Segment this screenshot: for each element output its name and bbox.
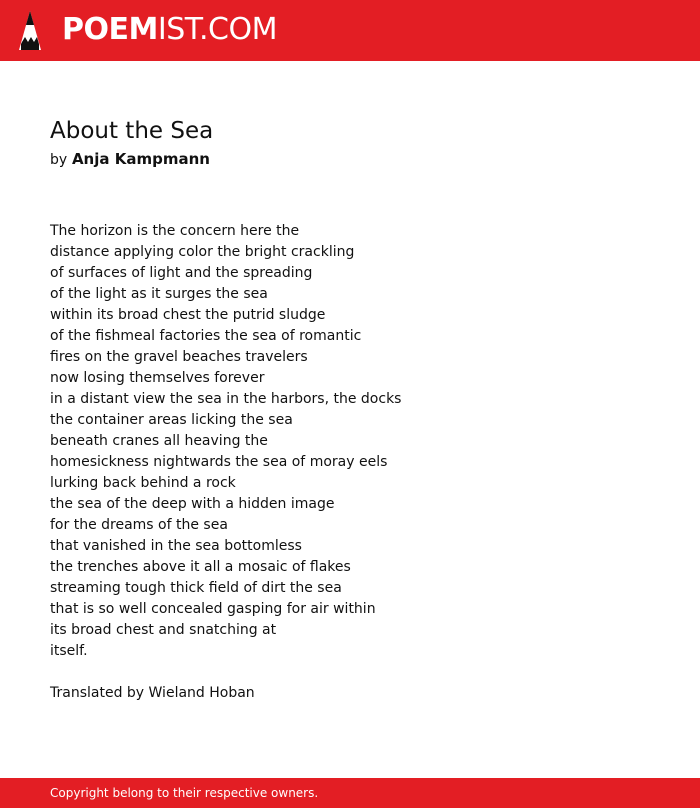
poem-line: the trenches above it all a mosaic of flakes (50, 559, 351, 575)
pencil-logo-icon[interactable] (18, 10, 42, 52)
logo-text-bold: POEM (62, 12, 158, 47)
poem-line: the sea of the deep with a hidden image (50, 496, 335, 512)
poem-content (50, 116, 650, 704)
poem-line: itself. (50, 643, 88, 659)
poem-line: in a distant view the sea in the harbors, the docks (50, 391, 402, 407)
poem-body (50, 221, 650, 662)
poem-line: of surfaces of light and the spreading (50, 265, 313, 281)
poem-line: homesickness nightwards the sea of moray eels (50, 454, 388, 470)
poem-line: for the dreams of the sea (50, 517, 228, 533)
poem-line: the container areas licking the sea (50, 412, 293, 428)
poem-line: beneath cranes all heaving the (50, 433, 268, 449)
poem-line: that is so well concealed gasping for air within (50, 601, 376, 617)
poem-author: Anja Kampmann (71, 150, 210, 168)
translator-credit: Translated by Wieland Hoban (50, 685, 255, 701)
site-header (0, 0, 700, 61)
logo-text-light: IST.COM (157, 12, 277, 47)
poem-line: its broad chest and snatching at (50, 622, 277, 638)
site-footer (0, 778, 700, 808)
poem-line: of the light as it surges the sea (50, 286, 268, 302)
poem-title: About the Sea (50, 118, 214, 144)
poem-byline (50, 148, 650, 171)
poem-line: fires on the gravel beaches travelers (50, 349, 308, 365)
byline-prefix: by (50, 152, 68, 168)
site-logo[interactable] (62, 11, 277, 49)
poem-line: distance applying color the bright crackling (50, 244, 355, 260)
footer-copyright: Copyright belong to their respective owners. (50, 786, 319, 800)
poem-line: The horizon is the concern here the (50, 223, 300, 239)
poem-line: within its broad chest the putrid sludge (50, 307, 326, 323)
poem-line: now losing themselves forever (50, 370, 265, 386)
poem-line: of the fishmeal factories the sea of romantic (50, 328, 362, 344)
poem-line: lurking back behind a rock (50, 475, 236, 491)
poem-line: that vanished in the sea bottomless (50, 538, 302, 554)
poem-line: streaming tough thick field of dirt the sea (50, 580, 342, 596)
